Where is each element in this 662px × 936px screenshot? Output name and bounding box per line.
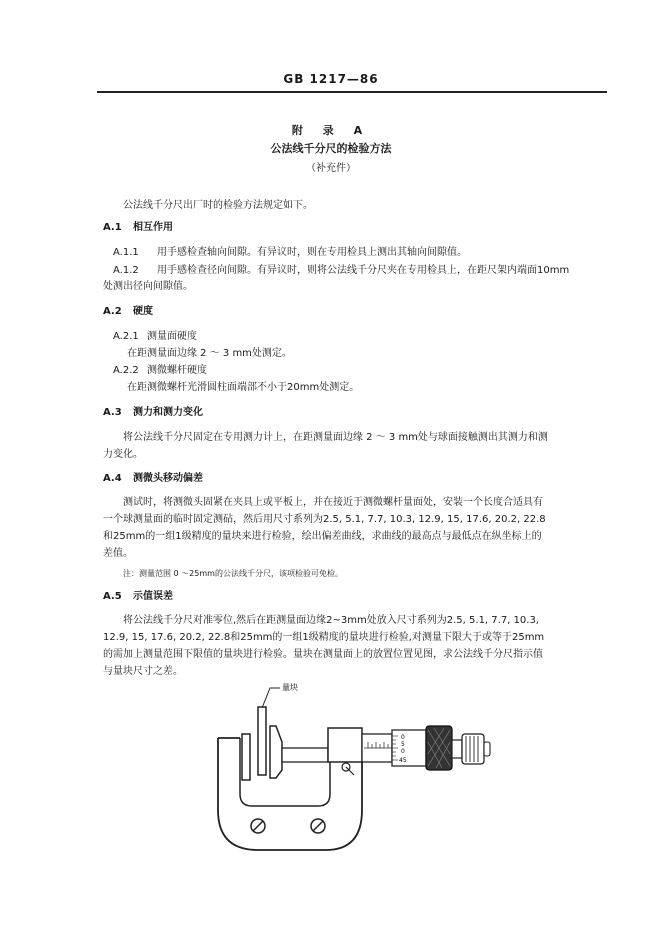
spindle-shaft [282,748,328,762]
ratchet-stop[interactable] [462,734,484,764]
spindle-disk [270,726,282,778]
item-a2-1-cont: 在距测量面边缘 2 ～ 3 mm处测定。 [127,348,292,359]
section-title: 示值误差 [133,591,173,602]
section-heading-a4 [103,472,203,485]
frame-screw-right [311,819,325,833]
paragraph-line: 差值。 [103,548,133,559]
item-a1-2-cont: 处测出径向间隙值。 [103,281,193,292]
gauge-block-label: 量块 [282,683,298,692]
paragraph-line: 测试时，将测微头固紧在夹具上或平板上，并在接近于测微螺杆量面处，安装一个长度合适具有 [123,497,543,508]
frame-body [328,728,362,762]
intro-paragraph: 公法线千分尺出厂时的检验方法规定如下。 [123,200,313,211]
item-text: 测微螺杆硬度 [147,365,207,376]
section-title: 测力和测力变化 [133,407,203,418]
item-number: A.1.2 [113,265,139,276]
item-text: 测量面硬度 [147,331,197,342]
scale-mark: 0 [401,734,405,741]
section-heading-a1 [103,221,173,234]
section-number: A.3 [103,407,122,418]
section-number: A.1 [103,222,122,233]
appendix-title: 附 录 A [291,124,371,137]
paragraph-line: 将公法线千分尺固定在专用测力计上，在距测量面边缘 2 ～ 3 mm处与球面接触测出其测力和测 [123,432,548,443]
section-heading-a3 [103,406,203,419]
section-title: 测微头移动偏差 [133,473,203,484]
section-title: 相互作用 [133,222,173,233]
item-text: 用手感检查轴向间隙。有异议时，则在专用检具上测出其轴向间隙值。 [157,247,467,258]
paragraph-line: 一个球测量面的临时固定测砧，然后用尺寸系列为2.5, 5.1, 7.7, 10.3, 12.9, 15, 17.6, 20.2, 22.8 [103,514,546,525]
anvil-disk [242,734,250,780]
leader-line [262,688,280,708]
note: 注：测量范围 0 ～25mm的公法线千分尺，该项检验可免检。 [123,569,343,578]
section-title: 硬度 [133,306,153,317]
scale-mark: 5 [401,741,405,748]
scale-mark: 45 [399,757,407,764]
section-number: A.4 [103,473,122,484]
paragraph-line: 的需加上测量范围下限值的量块进行检验。量块在测量面上的放置位置见图，求公法线千分尺指示值 [103,649,543,660]
item-a2-2 [113,364,207,377]
micrometer-figure [200,682,540,862]
section-heading-a2 [103,305,153,318]
paragraph-line: 与量块尺寸之差。 [103,666,183,677]
ratchet-cap [484,742,490,756]
scale-mark: 0 [401,748,405,755]
gauge-block [258,707,266,775]
item-number: A.2.1 [113,331,139,342]
item-a1-1 [113,246,467,259]
standard-code: GB 1217—86 [283,72,379,86]
paragraph-line: 力变化。 [103,449,143,460]
section-heading-a5 [103,590,173,603]
paragraph-line: 将公法线千分尺对准零位,然后在距测量面边缘2~3mm处放入尺寸系列为2.5, 5.1, 7.7, 10.3, [123,615,539,626]
ratchet-neck [452,740,462,758]
paragraph-line: 和25mm的一组1级精度的量块来进行检验，绘出偏差曲线，求曲线的最高点与最低点在纵坐标上的 [103,531,542,542]
section-number: A.2 [103,306,122,317]
item-number: A.1.1 [113,247,139,258]
appendix-type-note: （补充件） [306,163,356,174]
item-text: 用手感检查径向间隙。有异议时，则将公法线千分尺夹在专用检具上，在距尺架内端面10mm [157,265,570,276]
item-a1-2 [113,264,569,277]
section-number: A.5 [103,591,122,602]
item-number: A.2.2 [113,365,139,376]
item-a2-1 [113,330,197,343]
appendix-subtitle: 公法线千分尺的检验方法 [270,142,392,155]
frame-screw-left [251,819,265,833]
header-rule [97,91,607,93]
item-a2-2-cont: 在距测微螺杆光滑圆柱面端部不小于20mm处测定。 [127,382,360,393]
paragraph-line: 12.9, 15, 17.6, 20.2, 22.8和25mm的一组1级精度的量块进行检验,对测量下限大于或等于25mm [103,632,545,643]
